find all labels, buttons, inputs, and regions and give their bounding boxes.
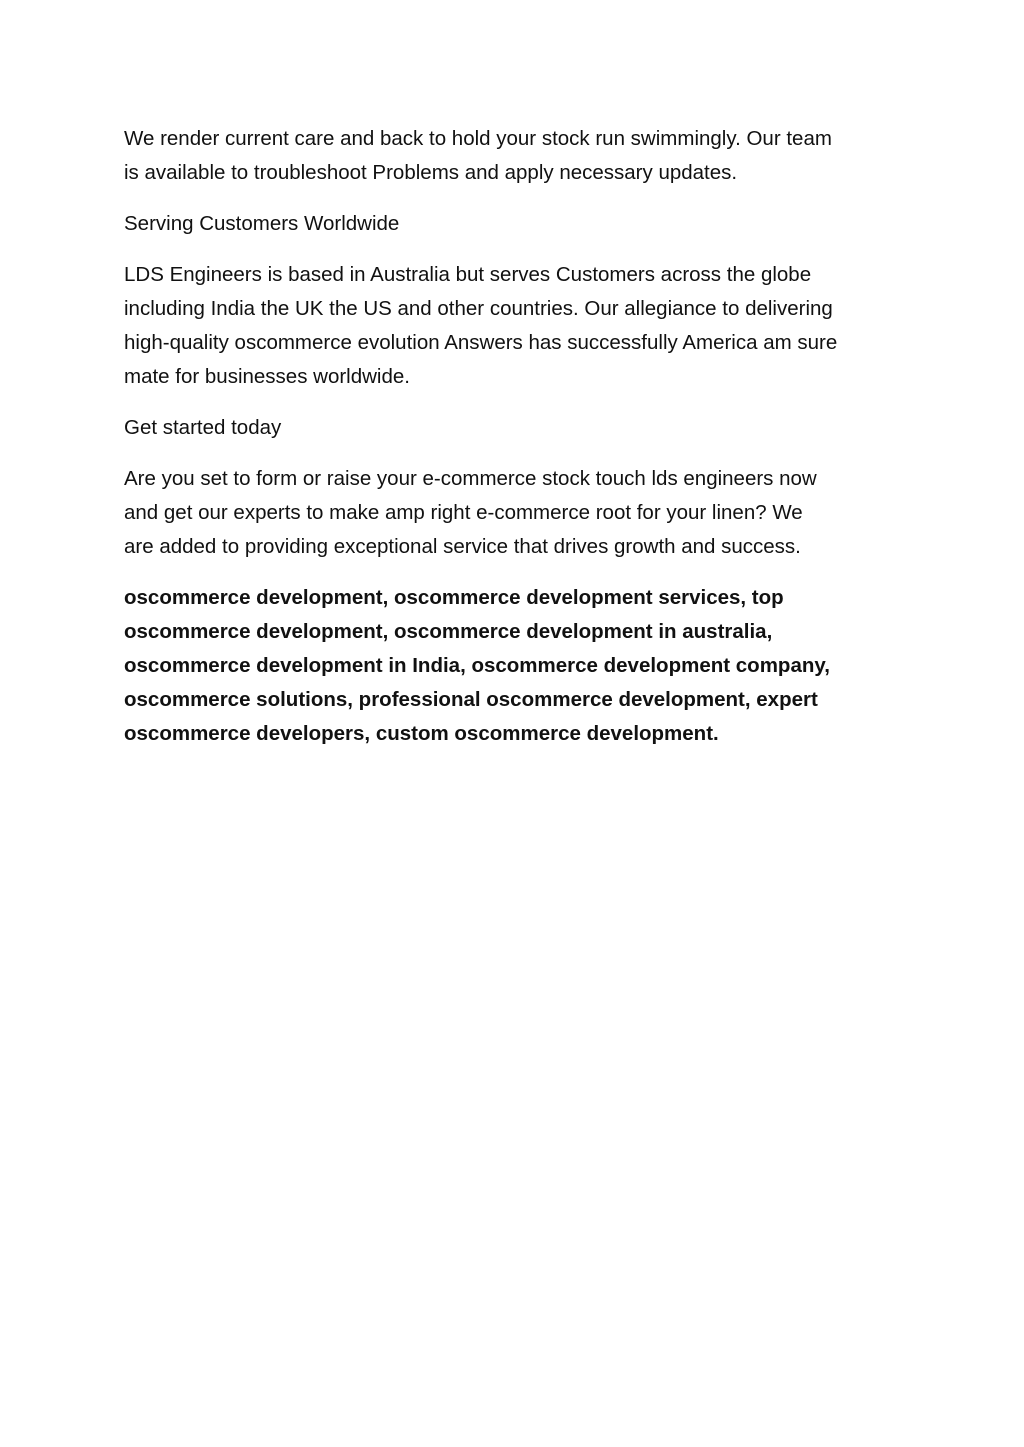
heading-serving-customers — [124, 207, 900, 241]
paragraph-serving-customers — [124, 258, 900, 394]
text-line: Get started today — [124, 416, 282, 439]
text-line: and get our experts to make amp right e-commerce root for your linen? We — [124, 501, 803, 524]
keyword-line: oscommerce development, oscommerce development services, top — [124, 586, 784, 609]
text-line: Serving Customers Worldwide — [124, 212, 400, 235]
text-line: is available to troubleshoot Problems and apply necessary updates. — [124, 161, 738, 184]
text-line: mate for businesses worldwide. — [124, 365, 410, 388]
paragraph-maintenance — [124, 122, 900, 190]
keyword-line: oscommerce development, oscommerce development in australia, — [124, 620, 773, 643]
text-line: high-quality oscommerce evolution Answers has successfully America am sure — [124, 331, 838, 354]
text-line: LDS Engineers is based in Australia but serves Customers across the globe — [124, 263, 812, 286]
text-line: We render current care and back to hold your stock run swimmingly. Our team — [124, 127, 832, 150]
heading-get-started — [124, 411, 900, 445]
keywords-paragraph — [124, 581, 900, 751]
text-line: including India the UK the US and other countries. Our allegiance to delivering — [124, 297, 833, 320]
text-line: are added to providing exceptional service that drives growth and success. — [124, 535, 801, 558]
paragraph-get-started — [124, 462, 900, 564]
keyword-line: oscommerce development in India, oscommerce development company, — [124, 654, 830, 677]
keyword-line: oscommerce developers, custom oscommerce development. — [124, 722, 719, 745]
keyword-line: oscommerce solutions, professional oscommerce development, expert — [124, 688, 818, 711]
document-content — [124, 122, 900, 768]
text-line: Are you set to form or raise your e-commerce stock touch lds engineers now — [124, 467, 817, 490]
